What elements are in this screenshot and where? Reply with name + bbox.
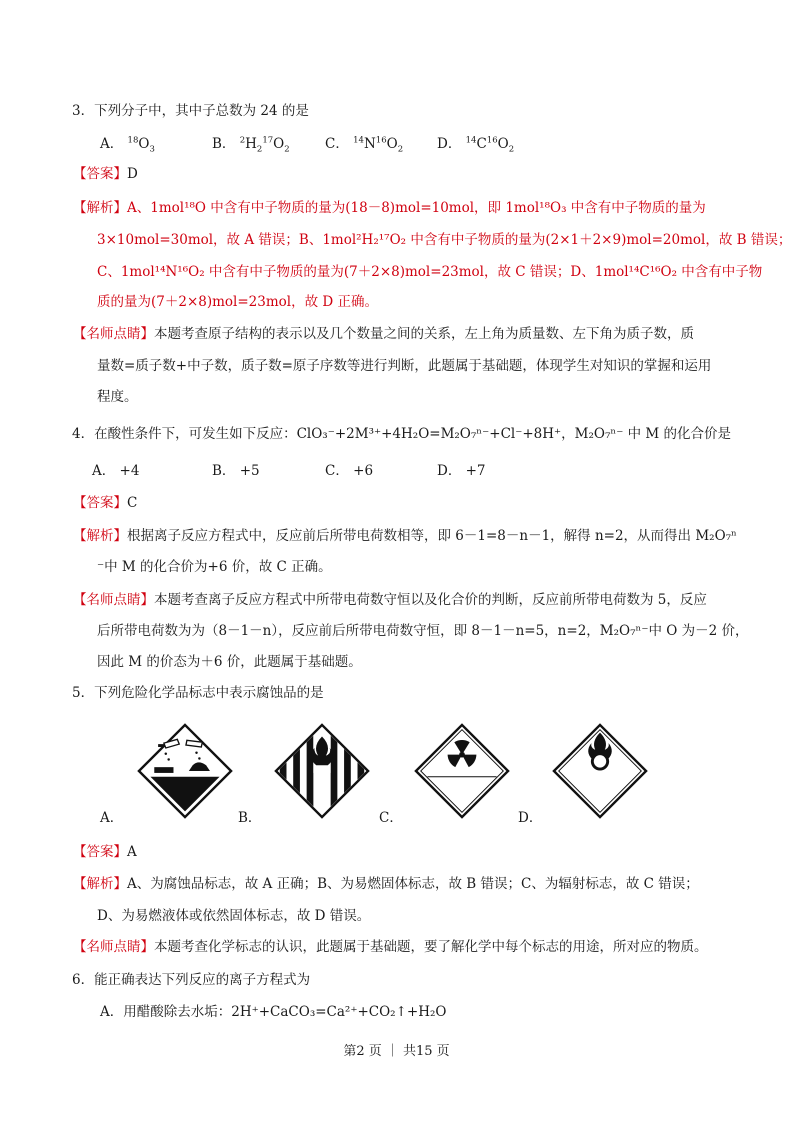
q3-option-a: A． $^{18}O_3$	[100, 135, 155, 155]
q5-analysis-line-2: D、为易燃液体或依然固体标志，故 D 错误。	[97, 908, 371, 924]
q3-answer: 【答案】D	[73, 166, 138, 182]
q5-sign-label-a: A．	[100, 810, 124, 826]
corrosive-sign-icon	[125, 723, 245, 819]
q3-analysis-line-4: 质的量为(7＋2×8)mol=23mol，故 D 正确。	[97, 294, 379, 310]
q5-answer: 【答案】A	[73, 844, 137, 860]
radioactive-sign-icon	[402, 723, 522, 819]
q5-sign-label-b: B．	[238, 810, 262, 826]
oxidizer-sign-icon	[540, 723, 660, 819]
q6-option-a: A．用醋酸除去水垢：2H⁺+CaCO₃=Ca²⁺+CO₂↑+H₂O	[100, 1004, 447, 1020]
q3-tip-line-3: 程度。	[97, 389, 138, 405]
q4-tip-line-1: 【名师点睛】本题考查离子反应方程式中所带电荷数守恒以及化合价的判断，反应前所带电荷数为 5，反应	[73, 592, 707, 608]
q5-tip-line-1: 【名师点睛】本题考查化学标志的认识，此题属于基础题，要了解化学中每个标志的用途，所对应的物质。	[73, 939, 708, 955]
q3-analysis-line-2: 3×10mol=30mol，故 A 错误；B、1mol²H₂¹⁷O₂ 中含有中子物质的量为(2×1＋2×9)mol=20mol，故 B 错误；	[97, 232, 792, 248]
q4-answer: 【答案】C	[73, 495, 138, 511]
q3-stem: 3．下列分子中，其中子总数为 24 的是	[72, 103, 309, 119]
page-footer: 第2 页 ｜ 共15 页	[343, 1044, 450, 1059]
q4-option-a: A． +4	[92, 463, 140, 479]
q3-option-b: B． $^2H_2^{17}O_2$	[212, 135, 290, 155]
q4-analysis-line-2: ⁻中 M 的化合价为+6 价，故 C 正确。	[97, 559, 332, 575]
q3-option-d: D． $^{14}C^{16}O_2$	[437, 135, 515, 155]
q3-analysis-line-1: 【解析】A、1mol¹⁸O 中含有中子物质的量为(18－8)mol=10mol，即 1mol¹⁸O₃ 中含有中子物质的量为	[73, 200, 706, 216]
q5-sign-label-d: D．	[518, 810, 543, 826]
q5-sign-label-c: C．	[379, 810, 403, 826]
q6-stem: 6．能正确表达下列反应的离子方程式为	[72, 972, 311, 988]
q4-option-c: C． +6	[325, 463, 374, 479]
q4-analysis-line-1: 【解析】根据离子反应方程式中，反应前后所带电荷数相等，即 6－1=8－n－1，解得 n=2，从而得出 M₂O₇ⁿ	[73, 528, 737, 544]
q4-option-b: B． +5	[212, 463, 260, 479]
q4-tip-line-3: 因此 M 的价态为＋6 价，此题属于基础题。	[97, 654, 362, 670]
q4-option-d: D． +7	[437, 463, 486, 479]
q4-stem: 4．在酸性条件下，可发生如下反应：ClO₃⁻+2M³⁺+4H₂O=M₂O₇ⁿ⁻+Cl⁻+8H⁺，M₂O₇ⁿ⁻ 中 M 的化合价是	[72, 426, 732, 442]
flammable-solid-sign-icon	[262, 723, 382, 819]
q5-stem: 5．下列危险化学品标志中表示腐蚀品的是	[72, 685, 324, 701]
q3-tip-line-2: 量数=质子数+中子数，质子数=原子序数等进行判断，此题属于基础题，体现学生对知识的掌握和运用	[97, 358, 712, 374]
q4-tip-line-2: 后所带电荷数为为（8－1－n），反应前后所带电荷数守恒，即 8－1－n=5，n=2，M₂O₇ⁿ⁻中 O 为－2 价，	[97, 623, 749, 639]
q5-analysis-line-1: 【解析】A、为腐蚀品标志，故 A 正确；B、为易燃固体标志，故 B 错误；C、为辐射标志，故 C 错误；	[73, 876, 699, 892]
q3-analysis-line-3: C、1mol¹⁴N¹⁶O₂ 中含有中子物质的量为(7＋2×8)mol=23mol，故 C 错误；D、1mol¹⁴C¹⁶O₂ 中含有中子物	[97, 264, 763, 280]
q3-tip-line-1: 【名师点睛】本题考查原子结构的表示以及几个数量之间的关系，左上角为质量数、左下角为质子数，质	[73, 326, 694, 342]
q3-option-c: C． $^{14}N^{16}O_2$	[325, 135, 404, 155]
